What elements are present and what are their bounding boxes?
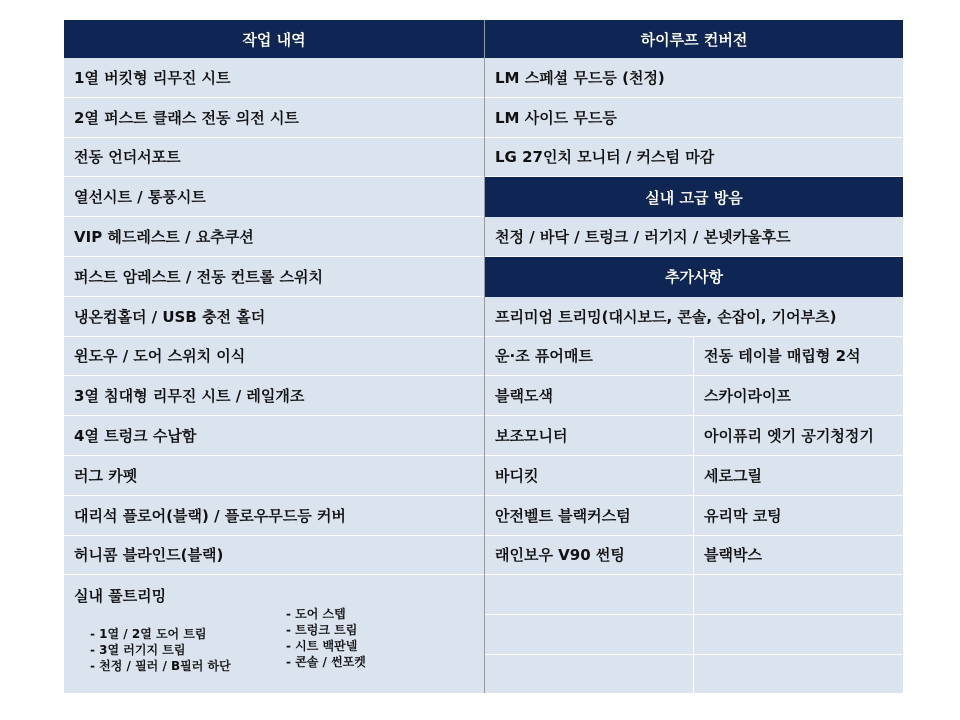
left-row: 허니콤 블라인드(블랙)	[64, 536, 484, 576]
extra-item: 블랙박스	[694, 536, 903, 576]
extra-item: 래인보우 V90 썬팅	[485, 536, 693, 576]
left-row: 4열 트렁크 수납함	[64, 416, 484, 456]
empty-cell	[485, 575, 693, 615]
left-row: 열선시트 / 통풍시트	[64, 177, 484, 217]
left-row: 퍼스트 암레스트 / 전동 컨트롤 스위치	[64, 257, 484, 297]
interior-item: - 3열 러기지 트림	[90, 643, 186, 657]
extra-item: 아이퓨리 엣기 공기청정기	[694, 416, 903, 456]
interior-title: 실내 풀트리밍	[74, 586, 167, 605]
sound-header: 실내 고급 방음	[485, 177, 903, 217]
left-row: 3열 침대형 리무진 시트 / 레일개조	[64, 376, 484, 416]
interior-item: - 시트 백판넬	[286, 639, 358, 653]
left-row: 윈도우 / 도어 스위치 이식	[64, 337, 484, 377]
empty-cell	[485, 655, 693, 695]
left-header: 작업 내역	[64, 20, 484, 58]
extra-column-divider	[693, 337, 694, 693]
hilux-row: LM 스페셜 무드등 (천정)	[485, 58, 903, 98]
interior-item: - 콘솔 / 썬포켓	[286, 655, 366, 669]
left-row: 1열 버킷형 리무진 시트	[64, 58, 484, 98]
extra-item: 블랙도색	[485, 376, 693, 416]
interior-list-b	[286, 606, 366, 670]
left-row: 냉온컵홀더 / USB 충전 홀더	[64, 297, 484, 337]
left-row: 2열 퍼스트 클래스 전동 의전 시트	[64, 98, 484, 138]
empty-cell	[694, 615, 903, 655]
extra-item: 운·조 퓨어매트	[485, 337, 693, 377]
interior-list-a	[90, 626, 231, 674]
extra-item: 안전벨트 블랙커스텀	[485, 496, 693, 536]
interior-item: - 도어 스텝	[286, 607, 346, 621]
extra-row-full: 프리미엄 트리밍(대시보드, 콘솔, 손잡이, 기어부츠)	[485, 297, 903, 337]
empty-cell	[694, 655, 903, 695]
empty-cell	[694, 575, 903, 615]
empty-cell	[485, 615, 693, 655]
left-row: 러그 카펫	[64, 456, 484, 496]
work-table	[64, 20, 903, 693]
extra-item: 세로그릴	[694, 456, 903, 496]
left-row: 전동 언더서포트	[64, 138, 484, 178]
extra-item: 보조모니터	[485, 416, 693, 456]
interior-item: - 트렁크 트림	[286, 623, 358, 637]
hilux-row: LG 27인치 모니터 / 커스텀 마감	[485, 138, 903, 178]
left-row: 대리석 플로어(블랙) / 플로우무드등 커버	[64, 496, 484, 536]
extra-item: 바디킷	[485, 456, 693, 496]
interior-item: - 천정 / 필러 / B필러 하단	[90, 659, 231, 673]
extra-item: 전동 테이블 매립형 2석	[694, 337, 903, 377]
hilux-row: LM 사이드 무드등	[485, 98, 903, 138]
extra-item: 스카이라이프	[694, 376, 903, 416]
extra-item: 유리막 코팅	[694, 496, 903, 536]
extra-header: 추가사항	[485, 257, 903, 297]
sound-row: 천정 / 바닥 / 트렁크 / 러기지 / 본넷카울후드	[485, 217, 903, 257]
interior-item: - 1열 / 2열 도어 트림	[90, 627, 207, 641]
left-row: VIP 헤드레스트 / 요추쿠션	[64, 217, 484, 257]
hilux-header: 하이루프 컨버전	[485, 20, 903, 58]
